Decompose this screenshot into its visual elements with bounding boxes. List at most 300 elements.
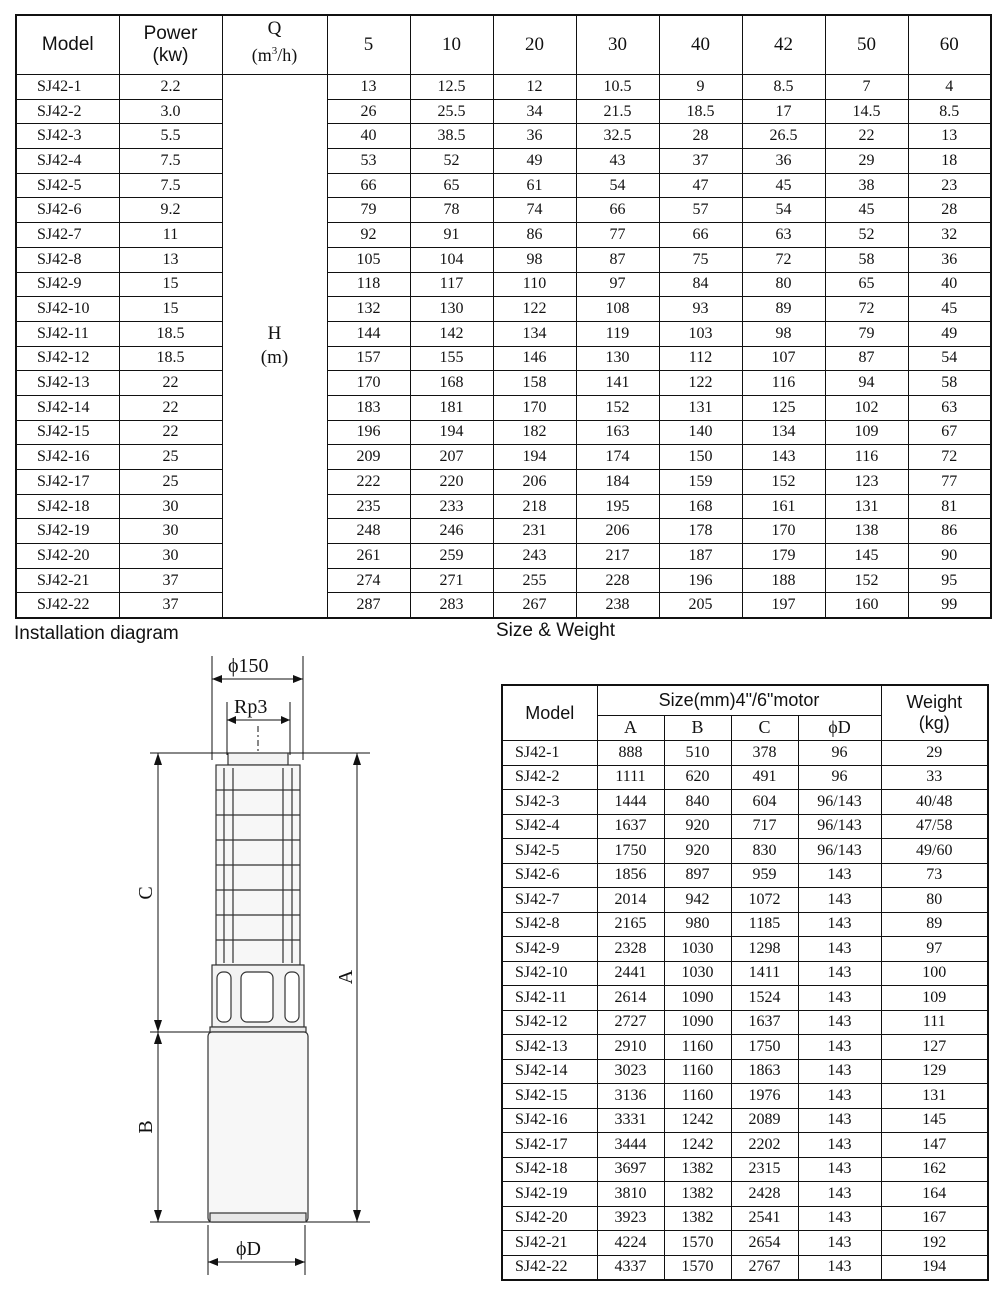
size-d-cell: 143 (798, 1059, 881, 1084)
head-value-cell: 45 (908, 297, 991, 322)
size-b-cell: 1160 (664, 1059, 731, 1084)
head-value-cell: 287 (327, 593, 410, 618)
head-value-cell: 110 (493, 272, 576, 297)
head-value-cell: 140 (659, 420, 742, 445)
table-row (502, 1157, 988, 1182)
head-value-cell: 67 (908, 420, 991, 445)
head-value-cell: 89 (742, 297, 825, 322)
size-b-cell: 510 (664, 741, 731, 766)
table-row (16, 75, 991, 100)
size-model-cell: SJ42-4 (502, 814, 597, 839)
weight-cell: 80 (881, 888, 988, 913)
size-b-cell: 1382 (664, 1182, 731, 1207)
head-unit: (m) (260, 347, 289, 369)
head-value-cell: 182 (493, 420, 576, 445)
weight-header-label: Weight (906, 692, 963, 712)
size-group-header: Size(mm)4"/6"motor (597, 685, 881, 715)
weight-cell: 40/48 (881, 790, 988, 815)
diameter-d-label: ϕD (236, 1238, 261, 1260)
head-value-cell: 52 (410, 149, 493, 174)
size-a-cell: 2165 (597, 912, 664, 937)
size-d-cell: 143 (798, 1035, 881, 1060)
head-value-cell: 79 (327, 198, 410, 223)
head-value-cell: 43 (576, 149, 659, 174)
table-row (502, 790, 988, 815)
size-d-cell: 96/143 (798, 814, 881, 839)
head-value-cell: 32.5 (576, 124, 659, 149)
flow-rate-header: 42 (742, 15, 825, 75)
size-b-cell: 1030 (664, 937, 731, 962)
head-value-cell: 40 (327, 124, 410, 149)
head-value-cell: 196 (659, 568, 742, 593)
model-cell: SJ42-1 (16, 75, 119, 100)
size-model-cell: SJ42-21 (502, 1231, 597, 1256)
head-value-cell: 174 (576, 445, 659, 470)
head-value-cell: 12 (493, 75, 576, 100)
size-a-cell: 2328 (597, 937, 664, 962)
head-value-cell: 125 (742, 395, 825, 420)
size-a-cell: 1856 (597, 863, 664, 888)
head-value-cell: 144 (327, 321, 410, 346)
flow-rate-header: 30 (576, 15, 659, 75)
size-a-cell: 1750 (597, 839, 664, 864)
size-d-cell: 143 (798, 1231, 881, 1256)
size-b-cell: 942 (664, 888, 731, 913)
size-c-cell: 2202 (731, 1133, 798, 1158)
size-a-cell: 3697 (597, 1157, 664, 1182)
head-value-cell: 161 (742, 494, 825, 519)
size-c-cell: 491 (731, 765, 798, 790)
size-b-cell: 1242 (664, 1108, 731, 1133)
size-d-header: ϕD (798, 715, 881, 740)
size-a-cell: 2614 (597, 986, 664, 1011)
size-c-cell: 2541 (731, 1206, 798, 1231)
table-row (16, 371, 991, 396)
size-c-cell: 378 (731, 741, 798, 766)
head-value-cell: 36 (908, 247, 991, 272)
size-model-cell: SJ42-19 (502, 1182, 597, 1207)
size-c-cell: 604 (731, 790, 798, 815)
head-value-cell: 157 (327, 346, 410, 371)
head-value-cell: 123 (825, 470, 908, 495)
size-model-cell: SJ42-1 (502, 741, 597, 766)
weight-cell: 164 (881, 1182, 988, 1207)
size-a-cell: 2727 (597, 1010, 664, 1035)
head-value-cell: 91 (410, 223, 493, 248)
head-value-cell: 52 (825, 223, 908, 248)
size-c-cell: 959 (731, 863, 798, 888)
head-value-cell: 170 (493, 395, 576, 420)
size-d-cell: 96/143 (798, 790, 881, 815)
table-row (16, 346, 991, 371)
pump-drawing (208, 753, 308, 1222)
head-value-cell: 205 (659, 593, 742, 618)
size-model-cell: SJ42-11 (502, 986, 597, 1011)
weight-cell: 167 (881, 1206, 988, 1231)
head-value-cell: 98 (493, 247, 576, 272)
head-value-cell: 181 (410, 395, 493, 420)
head-value-cell: 79 (825, 321, 908, 346)
head-value-cell: 108 (576, 297, 659, 322)
size-c-cell: 1750 (731, 1035, 798, 1060)
weight-cell: 127 (881, 1035, 988, 1060)
power-header (119, 15, 222, 75)
head-value-cell: 131 (825, 494, 908, 519)
flow-unit-prefix: (m (251, 45, 272, 65)
head-value-cell: 134 (493, 321, 576, 346)
size-d-cell: 143 (798, 961, 881, 986)
size-d-cell: 143 (798, 1108, 881, 1133)
model-cell: SJ42-3 (16, 124, 119, 149)
head-value-cell: 47 (659, 173, 742, 198)
head-value-cell: 22 (825, 124, 908, 149)
flow-header (222, 15, 327, 75)
head-value-cell: 248 (327, 519, 410, 544)
size-b-cell: 620 (664, 765, 731, 790)
head-value-cell: 188 (742, 568, 825, 593)
diameter-150-label: ϕ150 (228, 655, 269, 677)
size-a-cell: 1444 (597, 790, 664, 815)
power-header-unit: (kw) (152, 45, 189, 66)
model-cell: SJ42-12 (16, 346, 119, 371)
power-cell: 30 (119, 494, 222, 519)
flow-rate-header: 10 (410, 15, 493, 75)
head-value-cell: 207 (410, 445, 493, 470)
power-cell: 3.0 (119, 99, 222, 124)
dimension-a-label: A (335, 969, 357, 985)
weight-cell: 129 (881, 1059, 988, 1084)
size-c-cell: 1524 (731, 986, 798, 1011)
model-cell: SJ42-9 (16, 272, 119, 297)
model-cell: SJ42-18 (16, 494, 119, 519)
head-value-cell: 206 (576, 519, 659, 544)
head-value-cell: 34 (493, 99, 576, 124)
size-c-cell: 2767 (731, 1255, 798, 1280)
head-value-cell: 78 (410, 198, 493, 223)
table-row (16, 395, 991, 420)
size-b-cell: 897 (664, 863, 731, 888)
head-value-cell: 13 (908, 124, 991, 149)
power-cell: 30 (119, 519, 222, 544)
head-value-cell: 168 (410, 371, 493, 396)
size-c-cell: 1637 (731, 1010, 798, 1035)
head-value-cell: 40 (908, 272, 991, 297)
weight-cell: 192 (881, 1231, 988, 1256)
size-d-cell: 143 (798, 1010, 881, 1035)
size-d-cell: 143 (798, 986, 881, 1011)
table-row (502, 1084, 988, 1109)
head-value-cell: 105 (327, 247, 410, 272)
size-weight-table (501, 684, 989, 1281)
size-b-cell: 1160 (664, 1035, 731, 1060)
size-model-cell: SJ42-6 (502, 863, 597, 888)
head-value-cell: 84 (659, 272, 742, 297)
table-row (502, 1059, 988, 1084)
table-row (502, 1182, 988, 1207)
size-b-cell: 920 (664, 814, 731, 839)
size-c-cell: 1298 (731, 937, 798, 962)
head-value-cell: 81 (908, 494, 991, 519)
head-value-cell: 243 (493, 544, 576, 569)
head-value-cell: 66 (327, 173, 410, 198)
size-b-cell: 1570 (664, 1255, 731, 1280)
head-value-cell: 117 (410, 272, 493, 297)
head-value-cell: 90 (908, 544, 991, 569)
head-value-cell: 13 (327, 75, 410, 100)
size-a-cell: 4224 (597, 1231, 664, 1256)
size-d-cell: 143 (798, 888, 881, 913)
head-value-cell: 94 (825, 371, 908, 396)
head-value-cell: 49 (908, 321, 991, 346)
size-b-cell: 920 (664, 839, 731, 864)
model-cell: SJ42-10 (16, 297, 119, 322)
weight-header-unit: (kg) (918, 713, 950, 733)
head-value-cell: 228 (576, 568, 659, 593)
table-row (16, 470, 991, 495)
size-d-cell: 143 (798, 1084, 881, 1109)
table-row (502, 961, 988, 986)
head-value-cell: 87 (825, 346, 908, 371)
head-value-cell: 142 (410, 321, 493, 346)
head-value-cell: 49 (493, 149, 576, 174)
head-value-cell: 77 (576, 223, 659, 248)
size-b-cell: 1570 (664, 1231, 731, 1256)
flow-rate-header: 5 (327, 15, 410, 75)
size-d-cell: 143 (798, 912, 881, 937)
head-value-cell: 134 (742, 420, 825, 445)
head-value-cell: 194 (410, 420, 493, 445)
head-value-cell: 54 (742, 198, 825, 223)
head-value-cell: 38 (825, 173, 908, 198)
size-d-cell: 96 (798, 765, 881, 790)
size-a-cell: 3136 (597, 1084, 664, 1109)
head-value-cell: 145 (825, 544, 908, 569)
size-model-cell: SJ42-5 (502, 839, 597, 864)
head-value-cell: 26 (327, 99, 410, 124)
head-value-cell: 122 (659, 371, 742, 396)
installation-diagram-title: Installation diagram (14, 623, 179, 644)
table-row (16, 124, 991, 149)
table-row (502, 888, 988, 913)
table-row (16, 494, 991, 519)
power-cell: 30 (119, 544, 222, 569)
head-value-cell: 116 (742, 371, 825, 396)
head-value-cell: 36 (493, 124, 576, 149)
head-value-cell: 246 (410, 519, 493, 544)
dimension-b-label: B (135, 1120, 157, 1134)
size-c-cell: 2428 (731, 1182, 798, 1207)
head-value-cell: 92 (327, 223, 410, 248)
head-value-cell: 160 (825, 593, 908, 618)
size-c-header: C (731, 715, 798, 740)
model-cell: SJ42-17 (16, 470, 119, 495)
power-cell: 5.5 (119, 124, 222, 149)
performance-table (15, 14, 992, 619)
power-cell: 9.2 (119, 198, 222, 223)
size-b-cell: 980 (664, 912, 731, 937)
size-a-cell: 3023 (597, 1059, 664, 1084)
size-d-cell: 143 (798, 1157, 881, 1182)
head-value-cell: 45 (742, 173, 825, 198)
head-value-cell: 97 (576, 272, 659, 297)
head-value-cell: 222 (327, 470, 410, 495)
size-a-cell: 888 (597, 741, 664, 766)
head-value-cell: 66 (576, 198, 659, 223)
head-value-cell: 119 (576, 321, 659, 346)
head-value-cell: 217 (576, 544, 659, 569)
table-row (16, 445, 991, 470)
size-d-cell: 143 (798, 1206, 881, 1231)
model-cell: SJ42-19 (16, 519, 119, 544)
weight-cell: 109 (881, 986, 988, 1011)
model-cell: SJ42-4 (16, 149, 119, 174)
size-table-body (502, 741, 988, 1281)
head-value-cell: 163 (576, 420, 659, 445)
weight-cell: 100 (881, 961, 988, 986)
power-cell: 11 (119, 223, 222, 248)
head-value-cell: 170 (327, 371, 410, 396)
head-value-cell: 9 (659, 75, 742, 100)
table-row (16, 568, 991, 593)
head-value-cell: 58 (908, 371, 991, 396)
size-c-cell: 1976 (731, 1084, 798, 1109)
size-c-cell: 717 (731, 814, 798, 839)
table-row (502, 839, 988, 864)
size-model-cell: SJ42-18 (502, 1157, 597, 1182)
weight-cell: 145 (881, 1108, 988, 1133)
table-row (16, 297, 991, 322)
head-value-cell: 283 (410, 593, 493, 618)
model-cell: SJ42-22 (16, 593, 119, 618)
size-b-cell: 1090 (664, 1010, 731, 1035)
head-value-cell: 37 (659, 149, 742, 174)
power-cell: 7.5 (119, 149, 222, 174)
table-row (16, 223, 991, 248)
table-row (502, 741, 988, 766)
size-a-cell: 3331 (597, 1108, 664, 1133)
installation-diagram (120, 650, 410, 1275)
size-d-cell: 96/143 (798, 839, 881, 864)
weight-cell: 49/60 (881, 839, 988, 864)
flow-rate-header: 50 (825, 15, 908, 75)
head-value-cell: 14.5 (825, 99, 908, 124)
model-cell: SJ42-2 (16, 99, 119, 124)
size-d-cell: 143 (798, 937, 881, 962)
head-value-cell: 218 (493, 494, 576, 519)
model-cell: SJ42-21 (16, 568, 119, 593)
size-c-cell: 1863 (731, 1059, 798, 1084)
head-value-cell: 152 (742, 470, 825, 495)
table-row (16, 149, 991, 174)
head-value-cell: 131 (659, 395, 742, 420)
size-model-cell: SJ42-12 (502, 1010, 597, 1035)
size-d-cell: 143 (798, 863, 881, 888)
table-row (16, 173, 991, 198)
head-label-cell (222, 75, 327, 619)
flow-rate-header: 20 (493, 15, 576, 75)
head-value-cell: 184 (576, 470, 659, 495)
table-row (502, 1035, 988, 1060)
head-value-cell: 72 (742, 247, 825, 272)
head-value-cell: 36 (742, 149, 825, 174)
table-row (502, 1133, 988, 1158)
head-value-cell: 259 (410, 544, 493, 569)
head-value-cell: 109 (825, 420, 908, 445)
weight-cell: 97 (881, 937, 988, 962)
head-value-cell: 255 (493, 568, 576, 593)
head-value-cell: 271 (410, 568, 493, 593)
size-model-cell: SJ42-16 (502, 1108, 597, 1133)
head-value-cell: 63 (908, 395, 991, 420)
table-row (502, 814, 988, 839)
power-cell: 22 (119, 395, 222, 420)
head-value-cell: 7 (825, 75, 908, 100)
head-value-cell: 93 (659, 297, 742, 322)
size-model-cell: SJ42-14 (502, 1059, 597, 1084)
head-value-cell: 75 (659, 247, 742, 272)
head-value-cell: 61 (493, 173, 576, 198)
head-value-cell: 18.5 (659, 99, 742, 124)
head-value-cell: 72 (825, 297, 908, 322)
weight-cell: 131 (881, 1084, 988, 1109)
weight-cell: 29 (881, 741, 988, 766)
head-value-cell: 130 (410, 297, 493, 322)
head-value-cell: 65 (825, 272, 908, 297)
weight-cell: 89 (881, 912, 988, 937)
head-value-cell: 29 (825, 149, 908, 174)
head-value-cell: 187 (659, 544, 742, 569)
head-value-cell: 10.5 (576, 75, 659, 100)
size-a-cell: 3810 (597, 1182, 664, 1207)
table-row (16, 544, 991, 569)
head-value-cell: 196 (327, 420, 410, 445)
head-value-cell: 18 (908, 149, 991, 174)
head-value-cell: 132 (327, 297, 410, 322)
head-value-cell: 102 (825, 395, 908, 420)
model-cell: SJ42-5 (16, 173, 119, 198)
head-value-cell: 86 (493, 223, 576, 248)
head-value-cell: 130 (576, 346, 659, 371)
size-d-cell: 143 (798, 1133, 881, 1158)
head-value-cell: 152 (576, 395, 659, 420)
size-model-cell: SJ42-10 (502, 961, 597, 986)
power-cell: 37 (119, 568, 222, 593)
dimension-c-label: C (135, 886, 157, 900)
rp3-label: Rp3 (234, 696, 268, 718)
size-model-header: Model (502, 685, 597, 741)
table-row (16, 519, 991, 544)
head-value-cell: 168 (659, 494, 742, 519)
head-value-cell: 122 (493, 297, 576, 322)
head-value-cell: 116 (825, 445, 908, 470)
size-model-cell: SJ42-13 (502, 1035, 597, 1060)
table-row (502, 863, 988, 888)
size-b-cell: 1382 (664, 1157, 731, 1182)
weight-cell: 111 (881, 1010, 988, 1035)
size-a-cell: 2910 (597, 1035, 664, 1060)
head-value-cell: 38.5 (410, 124, 493, 149)
flow-unit-sup: 3 (271, 45, 278, 57)
head-value-cell: 72 (908, 445, 991, 470)
table-row (502, 937, 988, 962)
head-value-cell: 159 (659, 470, 742, 495)
head-value-cell: 21.5 (576, 99, 659, 124)
table-row (502, 986, 988, 1011)
size-a-cell: 3444 (597, 1133, 664, 1158)
head-value-cell: 238 (576, 593, 659, 618)
table-row (502, 1206, 988, 1231)
table-row (16, 321, 991, 346)
